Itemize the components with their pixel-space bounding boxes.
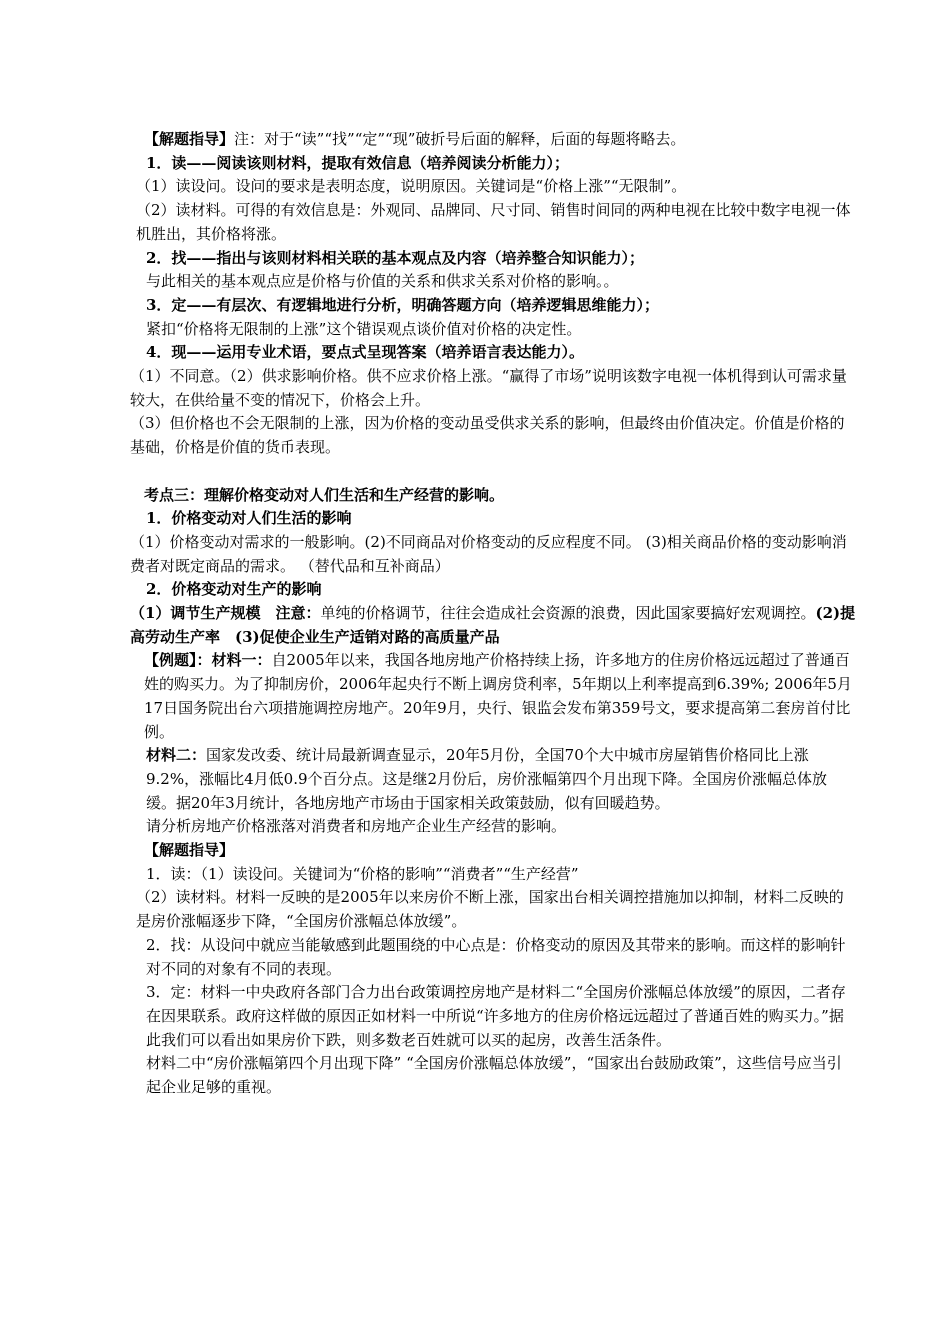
step1-point-a: （1）读设问。设问的要求是表明态度，说明原因。关键词是“价格上涨”“无限制”。 xyxy=(136,177,687,196)
example-guide-title: 【解题指导】 xyxy=(144,841,235,860)
step4-point-b: （3）但价格也不会无限制的上涨，因为价格的变动虽受供求关系的影响，但最终由价值决定。价值是价格的基础，价格是价值的货币表现。 xyxy=(130,414,845,457)
subsection-2-note: 单纯的价格调节，往往会造成社会资源的浪费，因此国家要搞好宏观调控。 xyxy=(320,604,816,623)
example-material-2 xyxy=(116,744,856,815)
material-2-text: 国家发改委、统计局最新调查显示，20年5月份，全国70个大中城市房屋销售价格同比上涨9.2%，涨幅比4月低0.9个百分点。这是继2月份后，房价涨幅第四个月出现下降。全国房价涨幅总体放缓。据20年3月统计，各地房地产市场由于国家相关政策鼓励，似有回暖趋势。 xyxy=(146,746,828,812)
document-page xyxy=(116,128,856,1100)
section-gap xyxy=(116,460,856,484)
step3-title: 3．定——有层次、有逻辑地进行分析，明确答题方向（培养逻辑思维能力）； xyxy=(146,295,659,314)
subsection-2-text xyxy=(116,602,856,649)
step4-title: 4．现——运用专业术语，要点式呈现答案（培养语言表达能力）。 xyxy=(146,343,584,362)
step3-text: 紧扣“价格将无限制的上涨”这个错误观点谈价值对价格的决定性。 xyxy=(146,319,582,338)
step2-title: 2．找——指出与该则材料相关联的基本观点及内容（培养整合知识能力）； xyxy=(146,248,644,267)
guide-header-label: 【解题指导】 xyxy=(144,130,235,148)
guide-find: 2．找：从设问中就应当能敏感到此题围绕的中心点是：价格变动的原因及其带来的影响。而这样的影响针对不同的对象有不同的表现。 xyxy=(146,935,846,978)
example-question: 请分析房地产价格涨落对消费者和房地产企业生产经营的影响。 xyxy=(146,817,567,836)
subsection-1-text: （1）价格变动对需求的一般影响。(2)不同商品对价格变动的反应程度不同。 (3)相关商品价格的变动影响消费者对既定商品的需求。 （替代品和互补商品） xyxy=(130,532,847,575)
material-1-text: 自2005年以来，我国各地房地产价格持续上扬，许多地方的住房价格远远超过了普通百姓的购买力。为了抑制房价，2006年起央行不断上调房贷利率，5年期以上利率提高到6.39%; 2006年5月17日国务院出台六项措施调控房地产。20年9月，央行、银监会发布第359号文，要求提高第二套房首付比例。 xyxy=(144,651,852,741)
guide-define: 3．定：材料一中央政府各部门合力出台政策调控房地产是材料二“全国房价涨幅总体放缓”的原因，二者存在因果联系。政府这样做的原因正如材料一中所说“许多地方的住房价格远远超过了普通百姓的购买力。”据此我们可以看出如果房价下跌，则多数老百姓就可以买的起房，改善生活条件。 xyxy=(146,983,846,1049)
guide-header xyxy=(116,128,856,152)
guide-read-2: （2）读材料。材料一反映的是2005年以来房价不断上涨，国家出台相关调控措施加以抑制，材料二反映的是房价涨幅逐步下降，“全国房价涨幅总体放缓”。 xyxy=(136,888,844,931)
subsection-2-title: 2．价格变动对生产的影响 xyxy=(146,580,322,599)
step4-point-a: （1）不同意。（2）供求影响价格。供不应求价格上涨。“赢得了市场”说明该数字电视一体机得到认可需求量较大，在供给量不变的情况下，价格会上升。 xyxy=(130,367,847,409)
example-material-1 xyxy=(116,649,856,744)
material-2-label: 材料二： xyxy=(146,746,207,765)
example-label: 【例题】： xyxy=(144,651,212,670)
step2-text: 与此相关的基本观点应是价格与价值的关系和供求关系对价格的影响。。 xyxy=(146,272,619,291)
subsection-2-bold-2: (2)提高劳动生产率 (3)促使企业生产适销对路的高质量产品 xyxy=(130,604,856,646)
guide-read-1: 1．读：（1）读设问。关键词为“价格的影响”“消费者”“生产经营” xyxy=(146,864,579,883)
guide-header-note: 注：对于“读”“找”“定”“现”破折号后面的解释，后面的每题将略去。 xyxy=(234,130,686,148)
step1-point-b: （2）读材料。可得的有效信息是：外观同、品牌同、尺寸同、销售时间同的两种电视在比较中数字电视一体机胜出，其价格将涨。 xyxy=(136,201,851,243)
subsection-2-bold-1: （1）调节生产规模 注意： xyxy=(130,604,321,623)
subsection-1-title: 1．价格变动对人们生活的影响 xyxy=(146,509,352,528)
material-1-label: 材料一： xyxy=(211,651,272,670)
section-title: 考点三：理解价格变动对人们生活和生产经营的影响。 xyxy=(144,485,505,504)
step1-title: 1．读——阅读该则材料，提取有效信息（培养阅读分析能力）； xyxy=(146,153,569,172)
guide-define-2: 材料二中“房价涨幅第四个月出现下降” “全国房价涨幅总体放缓”，“国家出台鼓励政策”，这些信号应当引起企业足够的重视。 xyxy=(146,1054,842,1097)
